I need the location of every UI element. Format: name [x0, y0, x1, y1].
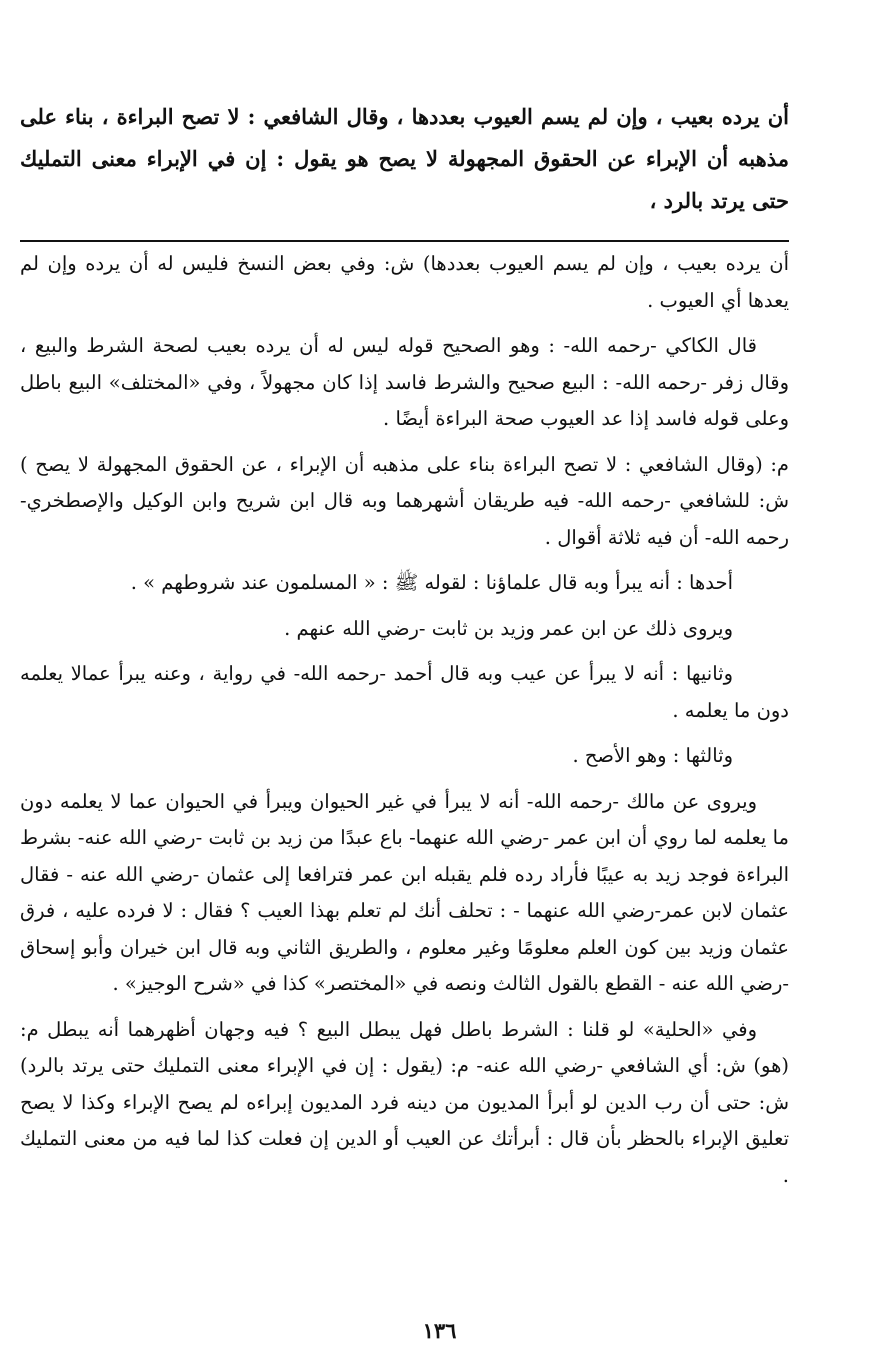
commentary-text: [20, 246, 789, 1203]
separator-line: [20, 240, 789, 242]
commentary-paragraph: ويروى عن مالك -رحمه الله- أنه لا يبرأ في غير الحيوان ويبرأ في الحيوان عما لا يعلمه دون ما يعلمه لما روي أن ابن عمر -رضي الله عنهما- باع عبدًا من زيد بن ثابت -رضي الله عنه- بشرط البراءة فوجد زيد به عيبًا فأراد رده فلم يقبله ابن عمر فترافعا إلى عثمان -رضي الله عنه - فقال عثمان لابن عمر-رضي الله عنهما - : تحلف أنك لم تعلم بهذا العيب ؟ فقال : لا فرده عليه ، فرق عثمان وزيد بين كون العلم معلومًا وغير معلوم ، والطريق الثاني وبه قال ابن خيران وأبو إسحاق -رضي الله عنه - القطع بالقول الثالث ونصه في «المختصر» كذا في «شرح الوجيز» .: [20, 789, 789, 995]
commentary-paragraph: وثالثها : وهو الأصح .: [572, 744, 733, 767]
commentary-paragraph: وفي «الحلية» لو قلنا : الشرط باطل فهل يبطل البيع ؟ فيه وجهان أظهرهما أنه يبطل م: (هو) ش: أي الشافعي -رضي الله عنه- م: (يقول : إن في الإبراء معنى التمليك حتى يرتد بالرد) ش: حتى أن رب الدين لو أبرأ المديون من دينه فرد المديون إبراءه لم يصح الإبراء وكذا لا يصح تعليق الإبراء بالحظر بأن قال : أبرأتك عن العيب أو الدين إن فعلت كذا لما فيه من معنى التمليك .: [20, 1017, 789, 1187]
commentary-paragraph: قال الكاكي -رحمه الله- : وهو الصحيح قوله ليس له أن يرده بعيب لصحة الشرط والبيع ، وقال زفر -رحمه الله- : البيع صحيح والشرط فاسد إذا كان مجهولاً ، وفي «المختلف» البيع باطل وعلى قوله فاسد إذا عد العيوب صحة البراءة أيضًا .: [20, 334, 789, 430]
page-number: ١٣٦: [422, 1318, 457, 1343]
commentary-paragraph: أحدها : أنه يبرأ وبه قال علماؤنا : لقوله ﷺ : « المسلمون عند شروطهم » .: [130, 571, 733, 594]
commentary-paragraph: م: (وقال الشافعي : لا تصح البراءة بناء على مذهبه أن الإبراء ، عن الحقوق المجهولة لا يصح ) ش: للشافعي -رحمه الله- فيه طريقان أشهرهما وبه قال ابن شريح وابن الوكيل والإصطخري- رحمه الله- أن فيه ثلاثة أقوال .: [20, 452, 789, 549]
commentary-paragraph: وثانيها : أنه لا يبرأ عن عيب وبه قال أحمد -رحمه الله- في رواية ، وعنه يبرأ عمالا يعلمه دون ما يعلمه .: [20, 662, 789, 722]
commentary-paragraph: ويروى ذلك عن ابن عمر وزيد بن ثابت -رضي الله عنهم .: [284, 616, 733, 640]
commentary-paragraph: أن يرده بعيب ، وإن لم يسم العيوب بعددها) ش: وفي بعض النسخ فليس له أن يرده وإن لم يعدها أي العيوب .: [20, 252, 789, 312]
matn-text: أن يرده بعيب ، وإن لم يسم العيوب بعددها ، وقال الشافعي : لا تصح البراءة ، بناء على مذهبه أن الإبراء عن الحقوق المجهولة لا يصح هو يقول : إن في الإبراء معنى التمليك حتى يرتد بالرد ،: [20, 104, 789, 213]
